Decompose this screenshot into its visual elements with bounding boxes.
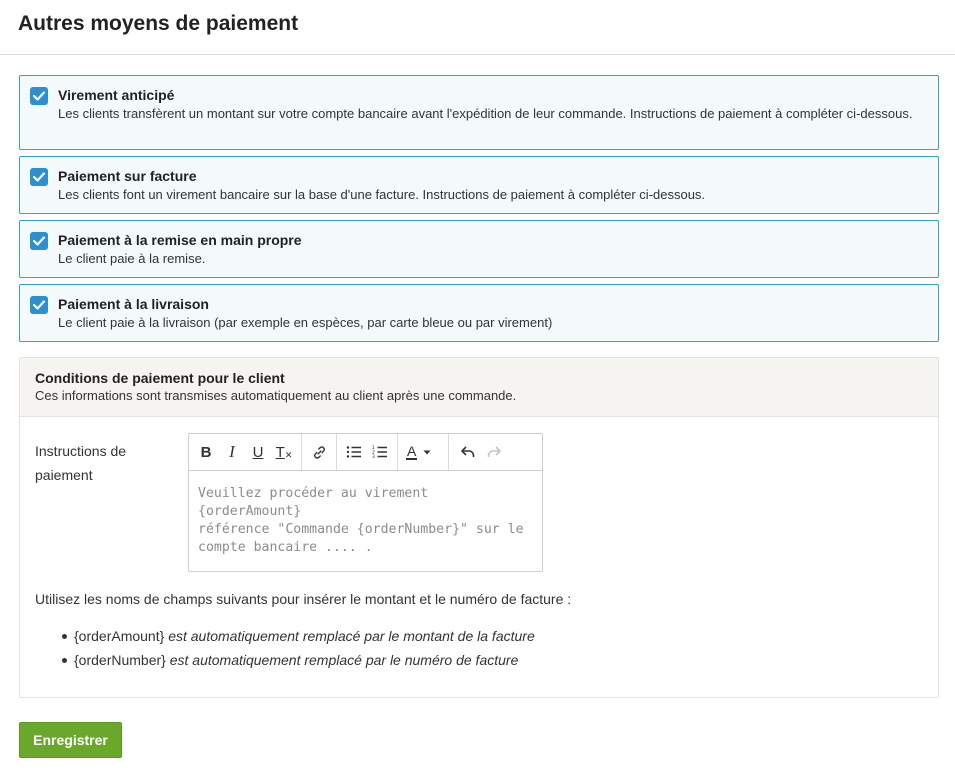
clear-format-icon: T — [275, 443, 285, 461]
field-description: est automatiquement remplacé par le numéro de facture — [169, 652, 519, 668]
payment-method-remise-main-propre[interactable] — [19, 220, 939, 278]
method-title: Virement anticipé — [58, 87, 175, 103]
field-token: {orderNumber} — [74, 652, 166, 668]
payment-instructions-editor[interactable] — [188, 433, 543, 572]
conditions-title: Conditions de paiement pour le client — [35, 370, 285, 386]
method-title: Paiement à la livraison — [58, 296, 209, 312]
list-item — [35, 648, 535, 672]
text-color-icon: A — [407, 443, 417, 459]
conditions-header — [20, 358, 938, 417]
checkbox-checked[interactable] — [30, 168, 48, 186]
checkbox-checked[interactable] — [30, 296, 48, 314]
clear-format-button[interactable] — [271, 439, 297, 465]
method-description: Le client paie à la livraison (par exemple en espèces, par carte bleue ou par virement) — [58, 315, 553, 330]
payment-method-facture[interactable] — [19, 156, 939, 214]
page-title: Autres moyens de paiement — [18, 12, 299, 35]
editor-toolbar — [189, 434, 542, 471]
method-description: Le client paie à la remise. — [58, 251, 206, 266]
chevron-down-icon — [423, 450, 431, 455]
save-button[interactable]: Enregistrer — [19, 722, 122, 758]
method-description: Les clients font un virement bancaire sur la base d'une facture. Instructions de paiement à compléter ci-dessous. — [58, 187, 706, 202]
list-item — [35, 624, 535, 648]
italic-button[interactable]: I — [229, 442, 235, 461]
toolbar-group-color — [398, 434, 449, 470]
field-names-help: Utilisez les noms de champs suivants pour insérer le montant et le numéro de facture : — [35, 591, 572, 607]
method-description: Les clients transfèrent un montant sur votre compte bancaire avant l'expédition de leur commande. Instructions de paiement à compléter ci-dessous. — [58, 106, 913, 121]
undo-button[interactable] — [455, 439, 481, 465]
link-button[interactable] — [306, 439, 332, 465]
field-names-list — [35, 624, 535, 672]
bullet-list-icon — [346, 445, 362, 459]
undo-icon — [461, 446, 475, 458]
payment-method-virement-anticipe[interactable] — [19, 75, 939, 150]
editor-placeholder[interactable]: Veuillez procéder au virement {orderAmount} référence "Commande {orderNumber}" sur le compte bancaire .... . — [198, 486, 524, 555]
checkbox-checked[interactable] — [30, 87, 48, 105]
toolbar-group-format — [189, 434, 302, 470]
payment-methods-list — [19, 75, 939, 348]
bullet-icon — [62, 634, 67, 639]
method-title: Paiement à la remise en main propre — [58, 232, 302, 248]
svg-text:3: 3 — [372, 455, 375, 459]
svg-text:2: 2 — [372, 450, 375, 456]
field-token: {orderAmount} — [74, 628, 165, 644]
link-icon — [312, 445, 327, 460]
clear-format-x-icon: ✕ — [284, 450, 293, 460]
redo-button[interactable] — [481, 439, 507, 465]
method-title: Paiement sur facture — [58, 168, 197, 184]
text-color-button[interactable] — [406, 439, 440, 465]
payment-method-livraison[interactable] — [19, 284, 939, 342]
payment-conditions-panel — [19, 357, 939, 698]
toolbar-group-history — [449, 434, 513, 470]
underline-button[interactable]: U — [252, 443, 264, 461]
svg-text:1: 1 — [372, 446, 375, 451]
page-header — [0, 0, 955, 55]
bullet-list-button[interactable] — [341, 439, 367, 465]
redo-icon — [487, 446, 501, 458]
toolbar-group-link — [302, 434, 337, 470]
bullet-icon — [62, 658, 67, 663]
bold-button[interactable]: B — [200, 443, 212, 461]
conditions-subtitle: Ces informations sont transmises automatiquement au client après une commande. — [35, 388, 517, 403]
instructions-label: Instructions de paiement — [35, 443, 127, 483]
toolbar-group-lists — [337, 434, 398, 470]
numbered-list-icon — [372, 445, 388, 459]
checkbox-checked[interactable] — [30, 232, 48, 250]
field-description: est automatiquement remplacé par le montant de la facture — [168, 628, 535, 644]
numbered-list-button[interactable] — [367, 439, 393, 465]
